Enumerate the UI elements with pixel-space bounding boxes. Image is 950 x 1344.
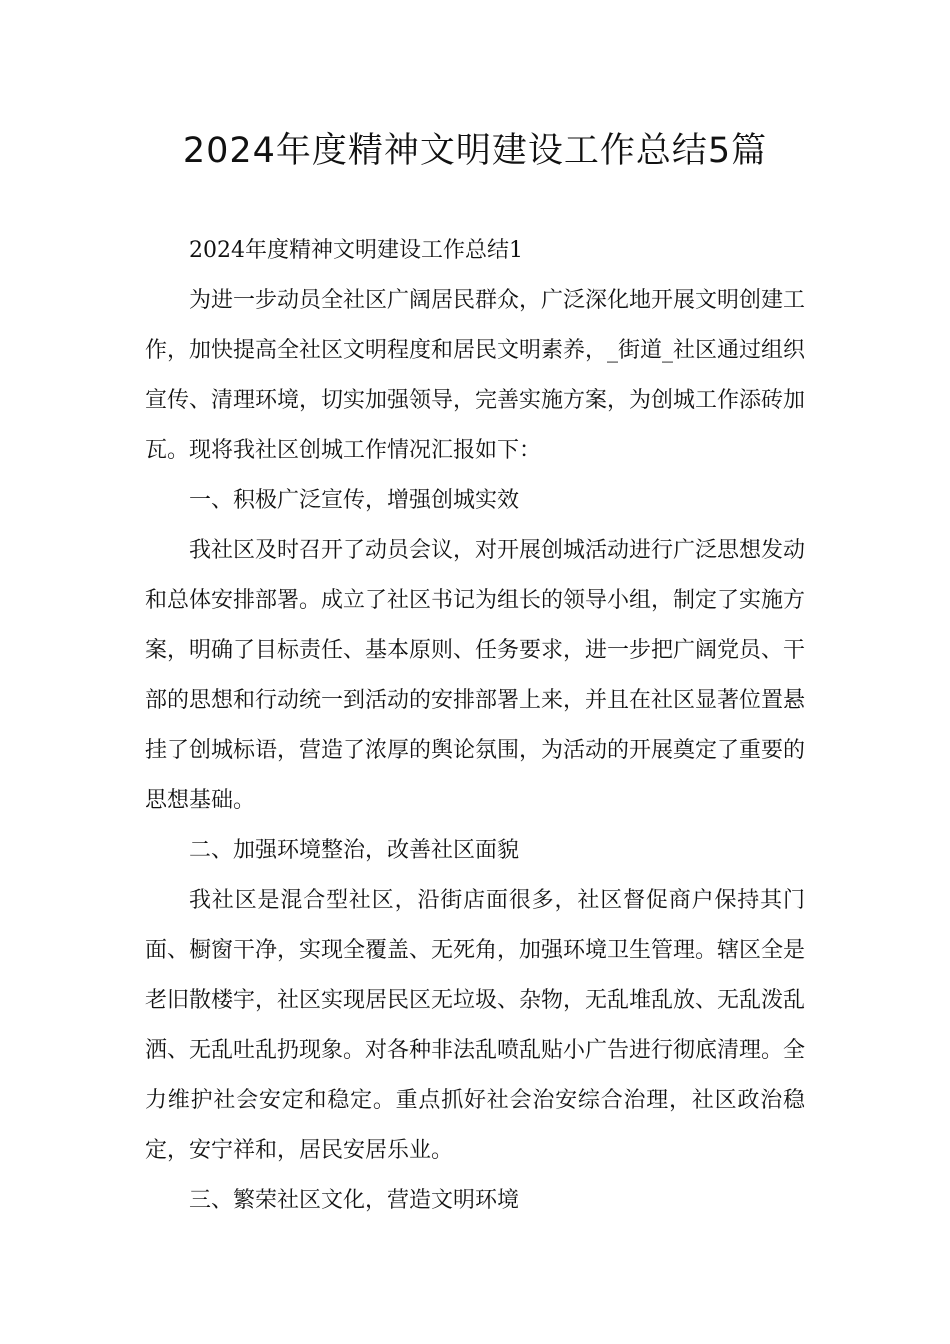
document-title: 2024年度精神文明建设工作总结5篇	[182, 131, 768, 171]
heading-environment: 二、加强环境整治，改善社区面貌	[189, 838, 520, 863]
section-title: 2024年度精神文明建设工作总结1	[189, 238, 523, 263]
heading-publicity: 一、积极广泛宣传，增强创城实效	[189, 488, 520, 513]
paragraph-environment: 我社区是混合型社区，沿街店面很多，社区督促商户保持其门面、橱窗干净，实现全覆盖、无死角，加强环境卫生管理。辖区全是老旧散楼宇，社区实现居民区无垃圾、杂物，无乱堆乱放、无乱泼乱洒、无乱吐乱扔现象。对各种非法乱喷乱贴小广告进行彻底清理。全力维护社会安定和稳定。重点抓好社会治安综合治理，社区政治稳定，安宁祥和，居民安居乐业。	[145, 888, 806, 1163]
paragraph-publicity: 我社区及时召开了动员会议，对开展创城活动进行广泛思想发动和总体安排部署。成立了社区书记为组长的领导小组，制定了实施方案，明确了目标责任、基本原则、任务要求，进一步把广阔党员、干部的思想和行动统一到活动的安排部署上来，并且在社区显著位置悬挂了创城标语，营造了浓厚的舆论氛围，为活动的开展奠定了重要的思想基础。	[145, 538, 806, 813]
heading-culture: 三、繁荣社区文化，营造文明环境	[189, 1188, 520, 1213]
document-body	[145, 226, 805, 1226]
paragraph-intro: 为进一步动员全社区广阔居民群众，广泛深化地开展文明创建工作，加快提高全社区文明程度和居民文明素养，_街道_社区通过组织宣传、清理环境，切实加强领导，完善实施方案，为创城工作添砖加瓦。现将我社区创城工作情况汇报如下：	[145, 288, 806, 463]
